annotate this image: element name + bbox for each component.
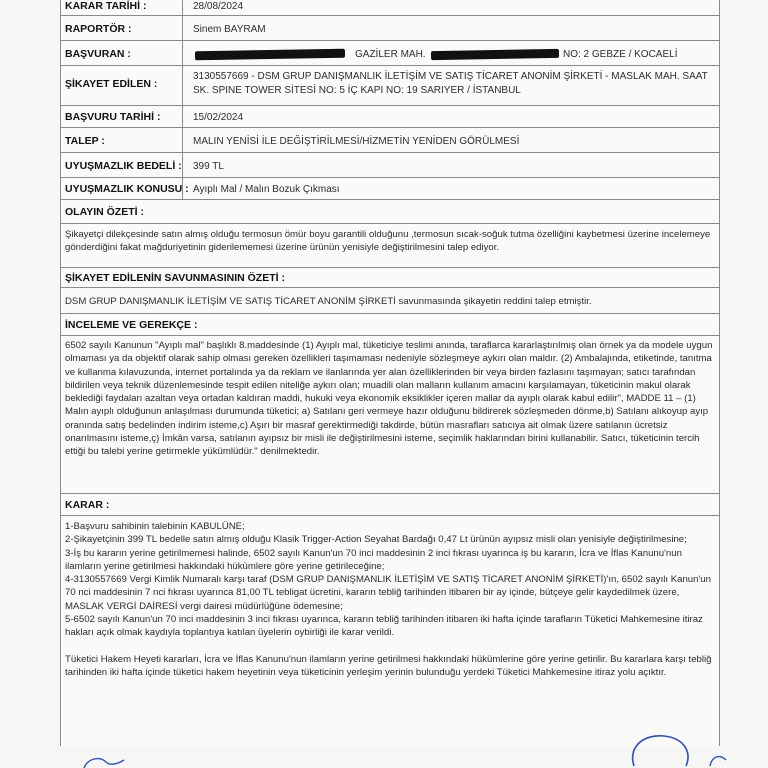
karar-tarihi-value: 28/08/2024 xyxy=(193,1,244,12)
inceleme-heading-row xyxy=(60,314,720,336)
karar-tarihi-row xyxy=(60,0,720,16)
raportor-label: RAPORTÖR : xyxy=(61,16,183,40)
karar-item: 5-6502 sayılı Kanun'un 70 inci maddesinin 3 inci fıkrası uyarınca, kararın tebliğ tarihinden itibaren iki hafta içinde tarafların Tüketici Mahkemesine itiraz hakları açık olmak kaydıyla toplantıya katılan üyelerin oybirliği ile karar verildi. xyxy=(65,614,703,639)
uyusmazlik-konusu-label: UYUŞMAZLIK KONUSU : xyxy=(61,178,183,199)
inceleme-body-row xyxy=(60,336,720,494)
basvuru-tarihi-label: BAŞVURU TARİHİ : xyxy=(61,106,183,127)
sikayet-edilen-label: ŞİKAYET EDİLEN : xyxy=(61,66,183,105)
signature-mark xyxy=(560,726,760,768)
basvuran-address-mid: GAZİLER MAH. xyxy=(355,49,426,60)
talep-value: MALIN YENİSİ İLE DEĞİŞTİRİLMESİ/HİZMETİN YENİDEN GÖRÜLMESİ xyxy=(193,136,520,147)
signature-mark xyxy=(80,752,200,768)
sikayet-edilen-value: 3130557669 - DSM GRUP DANIŞMANLIK İLETİŞİM VE SATIŞ TİCARET ANONİM ŞİRKETİ - MASLAK MAH. SAAT SK. SPINE TOWER SİTESİ NO: 5 İÇ KAPI NO: 19 SARIYER / İSTANBUL xyxy=(193,71,708,96)
uyusmazlik-bedeli-row xyxy=(60,153,720,178)
savunma-heading-row xyxy=(60,268,720,288)
olayin-ozeti-heading: OLAYIN ÖZETİ : xyxy=(65,206,144,218)
basvuran-value xyxy=(193,41,713,60)
redaction-mark xyxy=(431,49,559,60)
talep-label: TALEP : xyxy=(61,128,183,152)
karar-footer-note: Tüketici Hakem Heyeti kararları, İcra ve İflas Kanunu'nun ilamların yerine getirilmesi hakkındaki hükümlerine göre yerine getirilir. Bu kararlara karşı tebliğ tarihinden iki hafta içinde tüketici hakem heyetinin veya tüketicinin yerleşim yerinin bulunduğu yerdeki Tüketici Mahkemesine itiraz yolu açıktır. xyxy=(65,653,712,678)
olayin-ozeti-text: Şikayetçi dilekçesinde satın almış olduğu termosun ömür boyu garantili olduğunu ,termosun sıcak-soğuk tutma özelliğini kaybetmesi üzerine incelemeye gönderdiğini fakat mağduriyetinin giderilememesi üzerine ürünün yenisiyle değiştirilmesini talep ediyor. xyxy=(65,229,711,254)
karar-item: 1-Başvuru sahibinin talebinin KABULÜNE; xyxy=(65,521,245,532)
olayin-ozeti-body-row xyxy=(60,224,720,268)
karar-item: 4-3130557669 Vergi Kimlik Numaralı karşı taraf (DSM GRUP DANIŞMANLIK İLETİŞİM VE SATIŞ TİCARET ANONİM ŞİRKETİ)'ın, 6502 sayılı Kanun'un 70 nci maddesinin 7 nci fıkrası uyarınca 81,00 TL tebligat ücretini, kararın tebliğ tarihinden itibaren bir ay içinde, bütçeye gelir kaydedilmek üzere, MASLAK VERGİ DAİRESİ vergi dairesi müdürlüğüne ödemesine; xyxy=(65,574,711,612)
uyusmazlik-konusu-row xyxy=(60,178,720,200)
uyusmazlik-bedeli-value: 399 TL xyxy=(193,161,224,172)
inceleme-heading: İNCELEME VE GEREKÇE : xyxy=(65,319,198,331)
raportor-value: Sinem BAYRAM xyxy=(193,24,266,35)
karar-body-row xyxy=(60,516,720,746)
basvuran-label: BAŞVURAN : xyxy=(61,41,183,65)
karar-tarihi-label: KARAR TARİHİ : xyxy=(61,0,183,15)
karar-items xyxy=(61,516,719,679)
uyusmazlik-konusu-value: Ayıplı Mal / Malın Bozuk Çıkması xyxy=(193,184,340,195)
karar-heading-row xyxy=(60,494,720,516)
basvuru-tarihi-row xyxy=(60,106,720,128)
raportor-row xyxy=(60,16,720,41)
olayin-ozeti-heading-row xyxy=(60,200,720,224)
talep-row xyxy=(60,128,720,153)
basvuru-tarihi-value: 15/02/2024 xyxy=(193,112,244,123)
basvuran-address-end: NO: 2 GEBZE / KOCAELİ xyxy=(563,49,678,60)
basvuran-row xyxy=(60,41,720,66)
redaction-mark xyxy=(195,49,345,61)
karar-item: 2-Şikayetçinin 399 TL bedelle satın almış olduğu Klasik Trigger-Action Seyahat Bardağı 0,47 Lt ürünün ayıpsız misli olan yenisiyle değiştirilmesine; xyxy=(65,534,687,546)
karar-item: 3-İş bu kararın yerine getirilmemesi halinde, 6502 sayılı Kanun'un 70 inci maddesinin 2 inci fıkrası uyarınca iş bu kararın, İcra ve İflas Kanunu'nun ilamların yerine getirilmesi hakkındaki hükümlere göre yerine getirileceğine; xyxy=(65,547,682,572)
karar-heading: KARAR : xyxy=(65,499,110,511)
savunma-text: DSM GRUP DANIŞMANLIK İLETİŞİM VE SATIŞ TİCARET ANONİM ŞİRKETİ savunmasında şikayetin reddini talep etmiştir. xyxy=(65,296,592,307)
uyusmazlik-bedeli-label: UYUŞMAZLIK BEDELİ : xyxy=(61,153,183,177)
inceleme-text: 6502 sayılı Kanunun "Ayıplı mal" başlıklı 8.maddesinde (1) Ayıplı mal, tüketiciye teslimi anında, taraflarca kararlaştırılmış olan örnek ya da modele uygun olmaması ya da objektif olarak sahip olması gereken özellikleri taşımaması nedeniyle sözleşmeye aykırı olan maldır. (2) Ambalajında, etiketinde, tanıtma ve kullanma kılavuzunda, internet portalında ya da reklam ve ilanlarında yer alan özelliklerinden bir veya birden fazlasını taşımayan; satıcı tarafından bildirilen veya teknik düzenlemesinde tespit edilen niteliğe aykırı olan; muadili olan malların kullanım amacını karşılamayan, tüketicinin makul olarak beklediği faydaları azaltan veya ortadan kaldıran maddi, hukuki veya ekonomik eksiklikler içeren mallar da ayıplı olarak kabul edilir", MADDE 11 – (1) Malın ayıplı olduğunun anlaşılması durumunda tüketici; a) Satılanı geri vermeye hazır olduğunu bildirerek sözleşmeden dönme,b) Satılanı alıkoyup ayıp oranında satış bedelinden indirim isteme,c) Aşırı bir masraf gerektirmediği takdirde, bütün masrafları satıcıya ait olmak üzere satılanın ücretsiz onarılmasını isteme,ç) İmkân varsa, satılanın ayıpsız bir misli ile değiştirilmesini isteme, seçimlik haklarından birini kullanabilir. Satıcı, tüketicinin tercih ettiği bu talebi yerine getirmekle yükümlüdür." denilmektedir. xyxy=(65,340,713,458)
savunma-heading: ŞİKAYET EDİLENİN SAVUNMASININ ÖZETİ : xyxy=(65,272,285,284)
sikayet-edilen-row xyxy=(60,66,720,106)
savunma-body-row xyxy=(60,288,720,314)
